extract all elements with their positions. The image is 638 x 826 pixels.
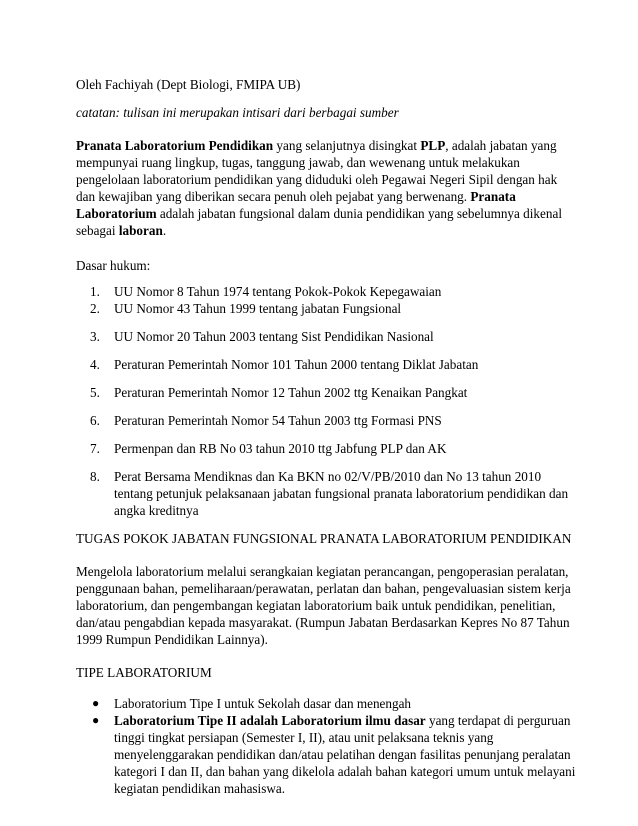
list-number: 7. bbox=[90, 441, 100, 456]
dasar-hukum-label: Dasar hukum: bbox=[76, 258, 151, 273]
list-item bbox=[90, 356, 578, 373]
list-item bbox=[90, 412, 578, 429]
intro-paragraph bbox=[76, 137, 578, 239]
list-number: 1. bbox=[90, 284, 100, 299]
bullet-icon: ● bbox=[92, 696, 100, 710]
intro-text-4: . bbox=[162, 223, 167, 238]
list-item bbox=[90, 300, 578, 317]
bullet-icon: ● bbox=[92, 713, 100, 727]
dasar-hukum-list bbox=[76, 283, 578, 519]
intro-bold-plp-term: Pranata Laboratorium Pendidikan bbox=[76, 138, 274, 153]
list-text: UU Nomor 8 Tahun 1974 tentang Pokok-Pokok Kepegawaian bbox=[114, 284, 442, 299]
list-item bbox=[90, 468, 578, 519]
list-item bbox=[92, 695, 578, 712]
intro-text-1: yang selanjutnya disingkat bbox=[273, 138, 421, 153]
list-text: Peraturan Pemerintah Nomor 54 Tahun 2003 ttg Formasi PNS bbox=[114, 413, 442, 428]
list-item bbox=[90, 440, 578, 457]
source-note: catatan: tulisan ini merupakan intisari dari berbagai sumber bbox=[76, 105, 399, 120]
list-item bbox=[90, 384, 578, 401]
list-text: Laboratorium Tipe I untuk Sekolah dasar dan menengah bbox=[114, 696, 412, 711]
intro-text-2: , adalah jabatan yang mempunyai ruang lingkup, tugas, tanggung jawab, dan wewenang untuk melakukan pengelolaan laboratorium pendidikan yang diduduki oleh Pegawai Negeri Sipil dengan hak dan kewajiban yang diberikan secara penuh oleh pejabat yang berwenang. bbox=[76, 138, 558, 204]
list-text: Peraturan Pemerintah Nomor 12 Tahun 2002 ttg Kenaikan Pangkat bbox=[114, 385, 468, 400]
list-number: 6. bbox=[90, 413, 100, 428]
list-text-bold: Laboratorium Tipe II adalah Laboratorium ilmu dasar bbox=[114, 713, 426, 728]
list-text: UU Nomor 20 Tahun 2003 tentang Sist Pendidikan Nasional bbox=[114, 329, 434, 344]
intro-bold-laboran: laboran bbox=[118, 223, 163, 238]
intro-bold-plp: PLP bbox=[420, 138, 446, 153]
tipe-list bbox=[76, 695, 578, 797]
list-number: 4. bbox=[90, 357, 100, 372]
list-number: 2. bbox=[90, 301, 100, 316]
list-item bbox=[92, 712, 578, 797]
list-text: yang terdapat di perguruan tinggi tingkat persiapan (Semester I, II), atau unit pelaksana teknis yang menyelenggarakan pendidikan dan/atau pelatihan dengan fasilitas penunjang peralatan kategori I dan II, dan bahan yang dikelola adalah bahan kategori umum untuk melayani kegiatan pendidikan mahasiswa. bbox=[114, 713, 576, 796]
list-item bbox=[90, 283, 578, 300]
intro-bold-pranata: Pranata Laboratorium bbox=[76, 189, 516, 221]
list-number: 5. bbox=[90, 385, 100, 400]
list-text: Peraturan Pemerintah Nomor 101 Tahun 2000 tentang Diklat Jabatan bbox=[114, 357, 479, 372]
author-line: Oleh Fachiyah (Dept Biologi, FMIPA UB) bbox=[76, 77, 301, 92]
list-number: 8. bbox=[90, 469, 100, 484]
list-text: Perat Bersama Mendiknas dan Ka BKN no 02/V/PB/2010 dan No 13 tahun 2010 tentang petunjuk pelaksanaan jabatan fungsional pranata laboratorium pendidikan dan angka kreditnya bbox=[114, 469, 569, 518]
list-text: Permenpan dan RB No 03 tahun 2010 ttg Jabfung PLP dan AK bbox=[114, 441, 447, 456]
intro-text-3: adalah jabatan fungsional dalam dunia pendidikan yang sebelumnya dikenal sebagai bbox=[76, 206, 562, 238]
tugas-heading: TUGAS POKOK JABATAN FUNGSIONAL PRANATA LABORATORIUM PENDIDIKAN bbox=[76, 531, 572, 546]
tipe-heading: TIPE LABORATORIUM bbox=[76, 665, 212, 680]
list-text: UU Nomor 43 Tahun 1999 tentang jabatan Fungsional bbox=[114, 301, 402, 316]
list-number: 3. bbox=[90, 329, 100, 344]
tugas-paragraph: Mengelola laboratorium melalui serangkaian kegiatan perancangan, pengoperasian peralatan, penggunaan bahan, pemeliharaan/perawatan, perlatan dan bahan, pengevaluasian sistem kerja laboratorium, dan pengembangan kegiatan laboratorium baik untuk pendidikan, penelitian, dan/atau pengabdian kepada masyarakat. (Rumpun Jabatan Berdasarkan Kepres No 87 Tahun 1999 Rumpun Pendidikan Lainnya). bbox=[76, 564, 571, 647]
list-item bbox=[90, 328, 578, 345]
